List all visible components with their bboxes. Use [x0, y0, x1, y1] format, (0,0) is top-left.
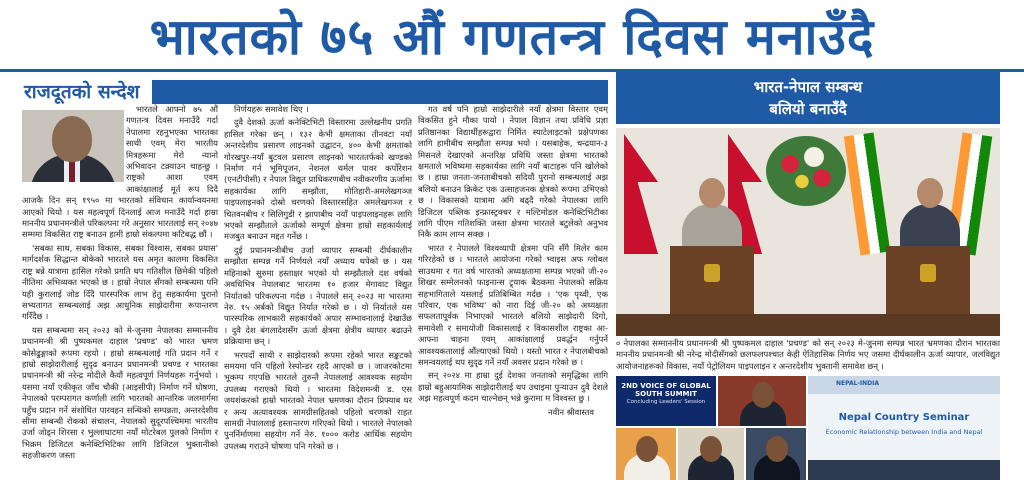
- article-paragraph: भारत र नेपालले विश्वव्यापी क्षेत्रमा पनि सँगै मिलेर काम गरिरहेको छ । भारतले आयोजना गरेको भ्वाइस अफ ग्लोबल साउथमा र गत वर्ष भारतको अध्यक्षतामा सम्पन्न भएको जी-२० शिखर सम्मेलनको फाइनान्स ट्र्याक बैठकमा नेपालको सक्रिय सहभागिताले यसलाई प्रतिबिम्बित गर्दछ । 'एक पृथ्वी, एक परिवार, एक भविष्य' को नारा दिई जी-२० को अध्यक्षता सफलतापूर्वक निभाएको भारतले बलियो साझेदारी दिगो, समावेशी र समायोजी विकासलाई र विकासशील राष्ट्रका आ-आफ्ना चाहना एवम् आकांक्षालाई प्रवर्द्धन गर्नुपर्ने आवश्यकतालाई औंल्याएको थियो । यस्तो भारत र नेपालबीचको समन्वयलाई थप सुदृढ गर्ने नयाँ अवसर प्रदान गरेको छ ।: [418, 242, 608, 367]
- portrait-spacer: [22, 104, 126, 184]
- voice-of-global-south-screen: [616, 376, 716, 426]
- photo-leader-1: [616, 428, 676, 480]
- seminar-logo: NEPAL-INDIA: [836, 380, 880, 387]
- article-paragraph: 'सबका साथ, सबका विकास, सबका विश्वास, सबका प्रयास' मार्गदर्शक सिद्धान्त बोकेको भारतले यस अमृत कालमा विकसित राष्ट्र बन्ने यात्रामा हासिल गरेको प्रगति थप गतिशील छिमेकी पहिलो नीतिमा अभिव्यक्त भएको छ । हाम्रो नेपाल सँगको सम्बन्धमा पनि यही कुरालाई जोड दिँदै पारस्परिक लाभ हेतु सहकार्यमा पुरानो सभ्यतागत सम्बन्धलाई अझ आधुनिक साझेदारीमा रूपान्तरण गरिँदैछ ।: [22, 242, 218, 322]
- article-column-3: [418, 104, 608, 480]
- vogs-title: 2ND VOICE OF GLOBAL SOUTH SUMMIT: [621, 382, 711, 398]
- photo-leader-2: [678, 428, 744, 480]
- seminar-audience: [808, 460, 1000, 480]
- article-paragraph: गत वर्ष पनि हाम्रो साझेदारीले नयाँ क्षेत्रमा विस्तार एवम् विकसित हुने मौका पायो । नेपाल विज्ञान तथा प्रविधि प्रज्ञा प्रतिष्ठानका विद्यार्थीहरूद्वारा निर्मित स्याटेलाइटको प्रक्षेपणका लागि हामीबीच सम्झौता सम्पन्न भयो । यसबाहेक, चन्द्रयान-३ मिसनले देखाएको अन्तरिक्ष प्रविधि जस्ता क्षेत्रमा भारतको क्षमताले भविष्यमा सहकार्यका लागि नयाँ बाटाहरू पनि खोलेको छ । हाम्रा जनता-जनताबीचको सदियौं पुरानो सम्बन्धलाई अझ बलियो बनाउन क्रिकेट एक उत्साहजनक क्षेत्रको रूपमा उभिएको छ । विकासको यात्रामा अगि बढ्दै गरेको नेपालका लागि डिजिटल पब्लिक इन्फ्रास्ट्रक्चर र मल्टिमोडल कनेक्टिभिटीका लागि पीएम गतिशक्ति जस्ता क्षेत्रमा भारतले बटुलेको अनुभव निकै काम लाग्न सक्छ ।: [418, 104, 608, 240]
- dais: [616, 314, 1000, 336]
- seminar-title: Nepal Country Seminar: [838, 412, 970, 423]
- photo-collage: [616, 376, 808, 480]
- right-section-heading: [616, 72, 1000, 124]
- article-paragraph: यस सम्बन्धमा सन् २०२३ को मे-जुनमा नेपालका सम्माननीय प्रधानमन्त्री श्री पुष्पकमल दाहाल 'प्रचण्ड' को भारत भ्रमण कोसेढुङ्गाको रूपमा रहयो । हाम्रो सम्बन्धलाई गति प्रदान गर्ने र हाम्रो साझेदारीलाई सुदृढ बनाउन प्रधानमन्त्री प्रचण्ड र भारतका प्रधानमन्त्री श्री नरेन्द्र मोदीले कैयौं महत्वपूर्ण निर्णयहरू गर्नुभयो । यसमा नयाँ एकीकृत जाँच चौकी (आइसीपी) निर्माण गर्ने घोषणा, नेपालको परम्परागत कर्णाली लागि भारतको आन्तरिक जलमार्गमा पहुँच प्रदान गर्ने संशोधित पारवहन सन्धिको सम्पन्नता, अन्तरदेशीय सीमा सम्बन्धी रोकको संचालन, नेपालको सुदूरपश्चिममा भारतीय उर्जा जोड्न शिरसा र भुल्लाघाटमा नयाँ मोटरेबल पुलको निर्माण र भिक्रम डिजिटल कनेक्टिभिटिका लागि डिजिटल भुक्तानीको सहजीकरण जस्ता: [22, 324, 218, 461]
- article-paragraph: दुई प्रधानमन्त्रीबीच उर्जा व्यापार सम्बन्धी दीर्घकालीन सम्झौता सम्पन्न गर्ने निर्णयले नयाँ अध्याय थपेको छ । यस महिनाको सुरुमा हस्ताक्षर भएको यो सम्झौताले दश वर्षको अवधिभित्र नेपालबाट भारतमा १० हजार मेगावाट विद्युत निर्यातको परिकल्पना गर्दछ । नेपालले सन् २०२३ मा भारतमा नेरु. १५ अर्बको विद्युत निर्यात गरेको छ । यो निर्यातले यस पारस्परिक लाभकारी सहकार्यको अपार सम्भावनालाई देखाउँछ । दुवै देश बंगलादेशसँग ऊर्जा क्षेत्रमा क्षेत्रीय व्यापार बढाउने प्रक्रियामा छन् ।: [224, 244, 412, 347]
- photo-leader-3: [746, 428, 806, 480]
- article-column-2: [224, 104, 412, 480]
- photo-caption: ० नेपालका सम्माननीय प्रधानमन्त्री श्री पुष्पकमल दाहाल 'प्रचण्ड' को सन् २०२३ मे-जुनमा सम्पन्न भारत भ्रमणका दौरान भारतका माननीय प्रधानमन्त्री श्री नरेन्द्र मोदीसँगको छलफलपश्चात केही ऐतिहासिक निर्णय भए जसमा दीर्घकालीन ऊर्जा व्यापार, जलविद्युत आयोजनाहरूको विकास, नयाँ पेट्रोलियम पाइपलाइन र अन्तरदेशीय भुक्तानी समावेश छन् ।: [616, 338, 1000, 371]
- headline: भारतको ७५ औं गणतन्त्र दिवस मनाउँदै: [0, 0, 1024, 72]
- section-header-bar: [20, 80, 608, 104]
- flower-bouquet: [766, 136, 846, 206]
- article-paragraph: दुवै देशको ऊर्जा कनेक्टिभिटी विस्तारमा उल्लेखनीय प्रगति हासिल गरेका छन् । १३२ केभी क्षमताका तीनवटा नयाँ अन्तरदेशीय प्रसारण लाइनको उद्घाटन, ४०० केभी क्षमताको गोरखपुर-नयाँ बुटवल प्रसारण लाइनको भारततर्फको खण्डको निर्माण गर्न भूमिपूजन, नेशनल थर्मल पावर कर्पोरेशन (एनटीपीसी) र नेपाल विद्युत प्राधिकरणबीच नवीकरणीय ऊर्जामा सहकार्यका लागि सम्झौता, मोतिहारी-अमलेखगञ्ज पाइपलाइनको दोस्रो चरणको विस्तारसहित अमलेखगञ्ज र चितवनबीच र सिलिगुडी र झापाबीच नयाँ पाइपलाइनहरू लागि भएको सम्झौताले ऊर्जाको सम्पूर्ण क्षेत्रमा हाम्रो सहकार्यलाई मजबुत बनाउन मद्दत गर्नेछ ।: [224, 117, 412, 242]
- signature: नवीन श्रीवास्तव: [548, 406, 594, 417]
- photo-official-portrait: [718, 376, 806, 426]
- section-title: राजदूतको सन्देश: [20, 80, 152, 104]
- nepal-flag: [624, 134, 658, 254]
- article-paragraph: भरपर्दो साथी र साझेदारको रूपमा रहेको भारत सङ्कटको समयमा पनि पहिलो रेस्पोन्डर रहदै आएको छ । जाजरकोटमा भूकम्प गएपछि भारतले तुरुन्तै नेपाललाई आवश्यक सहयोग उपलब्ध गराएको थियो । भारतमा विदेशमन्त्री ड. एस जयशंकरको हाम्रो भारतको नेपाल भ्रमणका दौरान प्रिफ्याब घर र अन्य अत्यावश्यक सामग्रीसहितको पहिलो चरणको राहत सामग्री नेपाललाई हस्तान्तरण गरिएको थियो । भारतले नेपालको पुनर्निर्माणमा सहयोग गर्ने नेरु. १००० करोड आर्थिक सहयोग उपलब्ध गराउने घोषणा पनि गरेको छ ।: [224, 349, 412, 451]
- india-flag: [844, 132, 890, 255]
- right-heading-line-1: भारत-नेपाल सम्बन्ध: [753, 78, 863, 96]
- article-column-1: [22, 104, 218, 480]
- article-paragraph: भारतले आफ्नो ७५ औं गणतन्त्र दिवस मनाउँदै गर्दा नेपालमा रहनुभएका भारतका साथी एवम् मेरा भारतीय मित्रहरूमा मेरो न्यानो अभिवादन टक्र्याउन चाहन्छु । राष्ट्रको आशा एवम् आकांक्षालाई मूर्त रूप दिदै आजकै दिन सन् १९५० मा भारतको संविधान कार्यान्वयनमा आएको थियो । यस महत्वपूर्ण दिनलाई आज मनाउँदै गर्दा हाम्रा माननीय प्रधानमन्त्रीले परिकल्पना गरे अनुसार भारतलाई सन् २०४७ सम्ममा विकसित राष्ट्र बनाउन हामी हाम्रो संकल्पमा कटिबद्ध छौं ।: [22, 104, 218, 240]
- emblem-icon: [920, 264, 936, 282]
- vogs-subtitle: Concluding Leaders' Session: [626, 399, 706, 405]
- emblem-icon: [704, 264, 720, 282]
- right-heading-line-2: बलियो बनाउँदै: [769, 100, 847, 118]
- seminar-photo: [808, 376, 1000, 480]
- article-paragraph: सन् २०२४ मा हाम्रा दुई देशका जनताको समृद्धिका लागि हाम्रो बहुआयामिक साझेदारीलाई थप उचाइमा पुऱ्याउन दुवै देशले अझ महत्वपूर्ण कदम चाल्नेछन् भन्ने कुरामा म विश्वस्त छु ।: [418, 370, 608, 404]
- main-photo-bilateral-meeting: [616, 128, 1000, 336]
- article-paragraph: निर्णयहरू समावेश थिए ।: [234, 104, 309, 114]
- seminar-subtitle: Economic Relationship between India and Nepal: [825, 428, 983, 436]
